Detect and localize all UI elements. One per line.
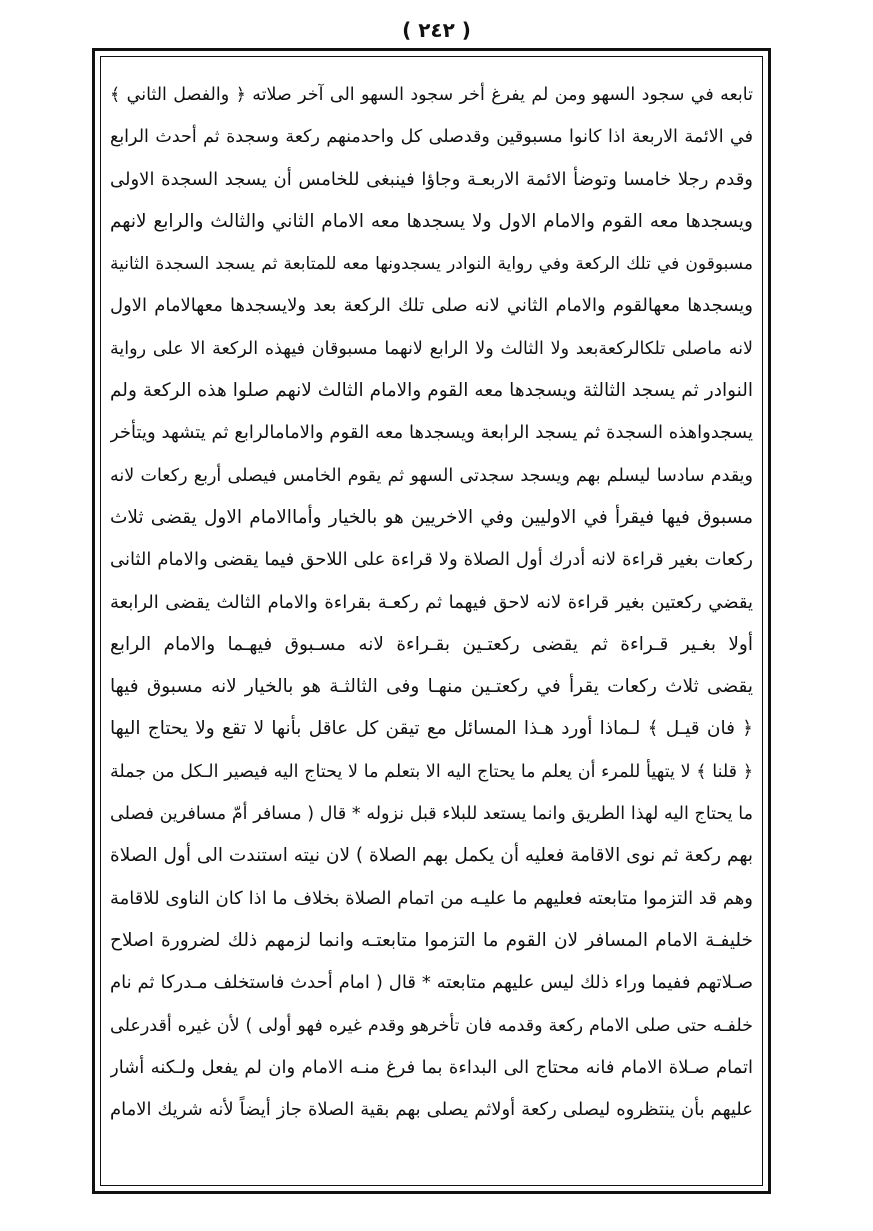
text-line: مسبوق فيها فيقرأ في الاوليين وفي الاخريين هو بالخيار وأماالامام الاول يقضى ثلاث: [110, 506, 753, 528]
text-line: ويسجدها معهالقوم والامام الثاني لانه صلى تلك الركعة بعد ولايسجدها معهالامام الاول: [110, 295, 753, 317]
text-line: ﴿ قلنا ﴾ لا يتهيأ للمرء أن يعلم ما يحتاج اليه الا بتعلم ما لا يحتاج اليه فيصير الـكل من جملة: [110, 761, 753, 782]
text-line: عليهم بأن ينتظروه ليصلى ركعة أولاثم يصلى بهم بقية الصلاة جاز أيضاً لأنه شريك الامام: [110, 1099, 753, 1121]
text-line: ويقدم سادسا ليسلم بهم ويسجد سجدتى السهو ثم يقوم الخامس فيصلى أربع ركعات لانه: [110, 465, 753, 486]
page-number: ( ٢٤٢ ): [402, 18, 471, 42]
text-line: لانه ماصلى تلكالركعةبعد ولا الثالث ولا الرابع لانهما مسبوقان فيهذه الركعة الا على رواية: [110, 338, 753, 359]
text-line: ﴿ فان قيـل ﴾ لـماذا أورد هـذا المسائل مع تيقن كل عاقل بأنها لا تقع ولا يحتاج اليها: [110, 718, 753, 740]
text-line: في الائمة الاربعة اذا كانوا مسبوقين وقدصلى كل واحدمنهم ركعة وسجدة ثم أحدث الرابع: [110, 127, 753, 148]
text-body: [110, 74, 753, 1174]
text-line: ويسجدها معه القوم والامام الاول ولا يسجدها معه الامام الثاني والثالث والرابع لانهم: [110, 210, 753, 232]
text-line: النوادر ثم يسجد الثالثة ويسجدها معه القوم والامام الثالث لانهم صلوا هذه الركعة ولم: [110, 380, 753, 402]
text-line: مسبوقون في تلك الركعة وفي رواية النوادر يسجدونها معه للمتابعة ثم يسجد السجدة الثانية: [110, 254, 753, 275]
text-line: خلفـه حتى صلى الامام ركعة وقدمه فان تأخرهو وقدم غيره فهو أولى ) لأن غيره أقدرعلى: [110, 1015, 753, 1036]
text-line: ركعات بغير قراءة لانه أدرك أول الصلاة ولا قراءة على اللاحق فيما يقضى والامام الثانى: [110, 549, 753, 571]
text-line: يقضى ثلاث ركعات يقرأ في ركعتـين منهـا وفى الثالثـة هو بالخيار لانه مسبوق فيها: [110, 676, 753, 698]
text-line: خليفـة الامام المسافر لان القوم ما التزموا متابعتـه وانما لزمهم ذلك لضرورة اصلاح: [110, 929, 753, 951]
text-line: يقضي ركعتين بغير قراءة لانه لاحق فيهما ثم ركعـة بقراءة والامام الثالث يقضى الرابعة: [110, 591, 753, 613]
text-line: وقدم رجلا خامسا وتوضأ الائمة الاربعـة وجاؤا فينبغى للخامس أن يسجد السجدة الاولى: [110, 168, 753, 190]
text-line: تابعه في سجود السهو ومن لم يفرغ أخر سجود السهو الى آخر صلاته ﴿ والفصل الثاني ﴾: [110, 85, 753, 105]
text-line: أولا بغـير قـراءة ثم يقضى ركعتـين بقـراءة لانه مسـبوق فيهـما والامام الرابع: [110, 633, 753, 655]
text-line: ما يحتاج اليه لهذا الطريق وانما يستعد للبلاء قبل نزوله * قال ( مسافر أمّ مسافرين فصلى: [110, 804, 753, 825]
text-line: صـلاتهم ففيما وراء ذلك ليس عليهم متابعته * قال ( امام أحدث فاستخلف مـدركا ثم نام: [110, 972, 753, 994]
text-line: وهم قد التزموا متابعته فعليهم ما عليـه من اتمام الصلاة بخلاف ما اذا كان الناوى للاقامة: [110, 887, 753, 909]
text-line: يسجدواهذه السجدة ثم يسجد الرابعة ويسجدها معه القوم والامامالرابع ثم يتشهد ويتأخر: [110, 422, 753, 444]
text-line: اتمام صـلاة الامام فانه محتاج الى البداءة بما فرغ منـه الامام وان لم يفعل ولـكنه أشار: [110, 1056, 753, 1078]
text-line: بهم ركعة ثم نوى الاقامة فعليه أن يكمل بهم الصلاة ) لان نيته استندت الى أول الصلاة: [110, 845, 753, 867]
